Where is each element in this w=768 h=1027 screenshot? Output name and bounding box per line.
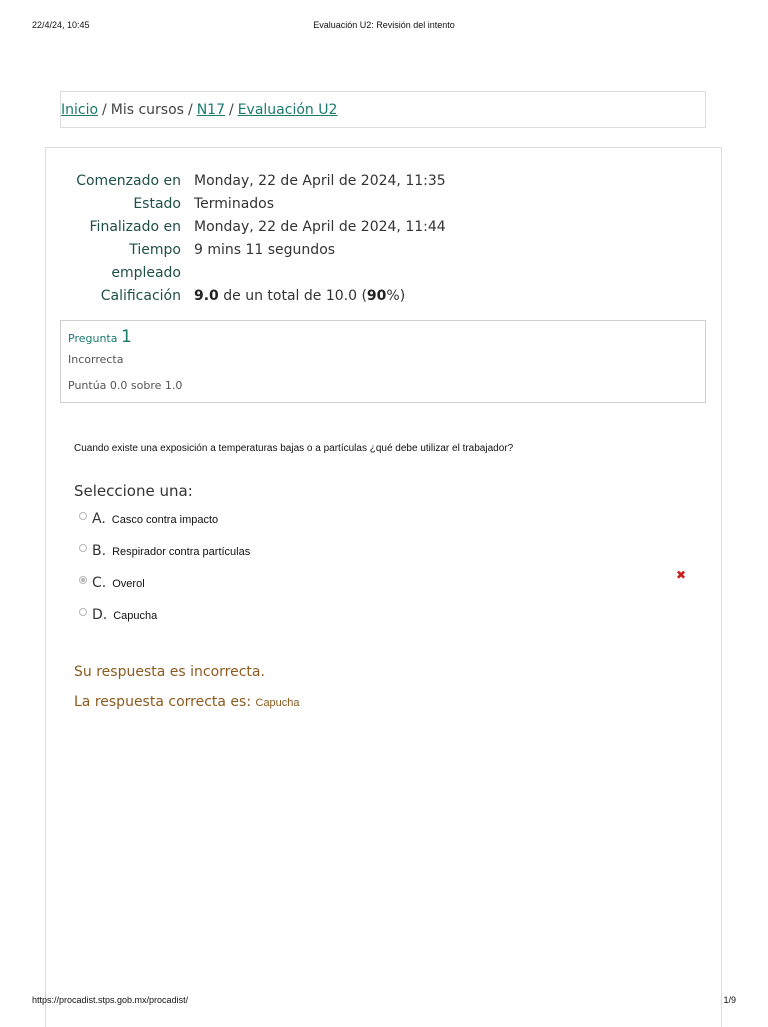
- answer-option-d[interactable]: [79, 606, 157, 624]
- breadcrumb-separator: /: [102, 102, 107, 118]
- finished-label: Finalizado en: [89, 219, 181, 235]
- print-page-title: Evaluación U2: Revisión del intento: [313, 20, 455, 30]
- grade-percent: 90: [366, 288, 387, 304]
- started-value: Monday, 22 de April de 2024, 11:35: [194, 173, 446, 189]
- summary-row-time: [46, 239, 696, 285]
- option-text: Capucha: [113, 610, 158, 622]
- state-value: Terminados: [194, 196, 275, 212]
- grade-mid-text: de un total de 10.0 (: [218, 288, 367, 304]
- time-label-line2: empleado: [111, 265, 181, 281]
- option-text: Overol: [112, 578, 145, 590]
- option-text: Casco contra impacto: [111, 514, 219, 526]
- time-value: 9 mins 11 segundos: [194, 242, 336, 258]
- radio-button[interactable]: [79, 544, 87, 552]
- option-letter: D.: [92, 607, 108, 623]
- correct-answer-value: Capucha: [255, 697, 300, 709]
- radio-button[interactable]: [79, 608, 87, 616]
- option-letter: B.: [92, 543, 107, 559]
- grade-label: Calificación: [100, 288, 181, 304]
- correct-answer-label: La respuesta correcta es:: [74, 694, 256, 710]
- breadcrumb: [60, 91, 706, 128]
- grade-end-text: %): [386, 288, 406, 304]
- summary-row-finished: [46, 216, 696, 239]
- summary-row-state: [46, 193, 696, 216]
- answer-option-b[interactable]: [79, 542, 250, 560]
- question-text: Cuando existe una exposición a temperaturas bajas o a partículas ¿qué debe utilizar el trabajador?: [74, 443, 514, 454]
- grade-value: [194, 285, 405, 308]
- select-one-prompt: Seleccione una:: [74, 482, 193, 500]
- breadcrumb-home-link[interactable]: Inicio: [61, 102, 99, 118]
- radio-button[interactable]: [79, 512, 87, 520]
- print-page-number: 1/9: [723, 995, 736, 1005]
- question-number-value: 1: [120, 327, 132, 347]
- time-label-line1: Tiempo: [129, 242, 181, 258]
- print-url: https://procadist.stps.gob.mx/procadist/: [32, 995, 189, 1005]
- radio-button-checked[interactable]: [79, 576, 87, 584]
- question-state: Incorrecta: [68, 353, 124, 366]
- answer-option-c[interactable]: [79, 574, 145, 592]
- started-label: Comenzado en: [76, 173, 181, 189]
- question-number: [68, 328, 705, 348]
- summary-row-grade: [46, 285, 696, 308]
- finished-value: Monday, 22 de April de 2024, 11:44: [194, 219, 446, 235]
- grade-score: 9.0: [194, 288, 219, 304]
- summary-row-started: [46, 170, 696, 193]
- breadcrumb-quiz-link[interactable]: Evaluación U2: [237, 102, 338, 118]
- breadcrumb-my-courses: Mis cursos: [110, 102, 184, 118]
- breadcrumb-course-link[interactable]: N17: [196, 102, 225, 118]
- question-grade: Puntúa 0.0 sobre 1.0: [68, 379, 183, 392]
- breadcrumb-separator: /: [187, 102, 193, 118]
- feedback-incorrect: Su respuesta es incorrecta.: [74, 664, 265, 680]
- time-label: [46, 239, 194, 285]
- state-label: Estado: [133, 196, 181, 212]
- print-datetime: 22/4/24, 10:45: [32, 20, 90, 30]
- attempt-summary: [46, 170, 696, 308]
- feedback-correct-answer: [74, 694, 300, 710]
- breadcrumb-separator: /: [228, 102, 234, 118]
- option-text: Respirador contra partículas: [112, 546, 251, 558]
- option-letter: C.: [92, 575, 107, 591]
- option-letter: A.: [92, 511, 106, 527]
- answer-option-a[interactable]: [79, 510, 218, 528]
- question-info-box: [60, 320, 706, 403]
- question-label: Pregunta: [68, 332, 118, 345]
- incorrect-mark-icon: ✖: [676, 568, 687, 582]
